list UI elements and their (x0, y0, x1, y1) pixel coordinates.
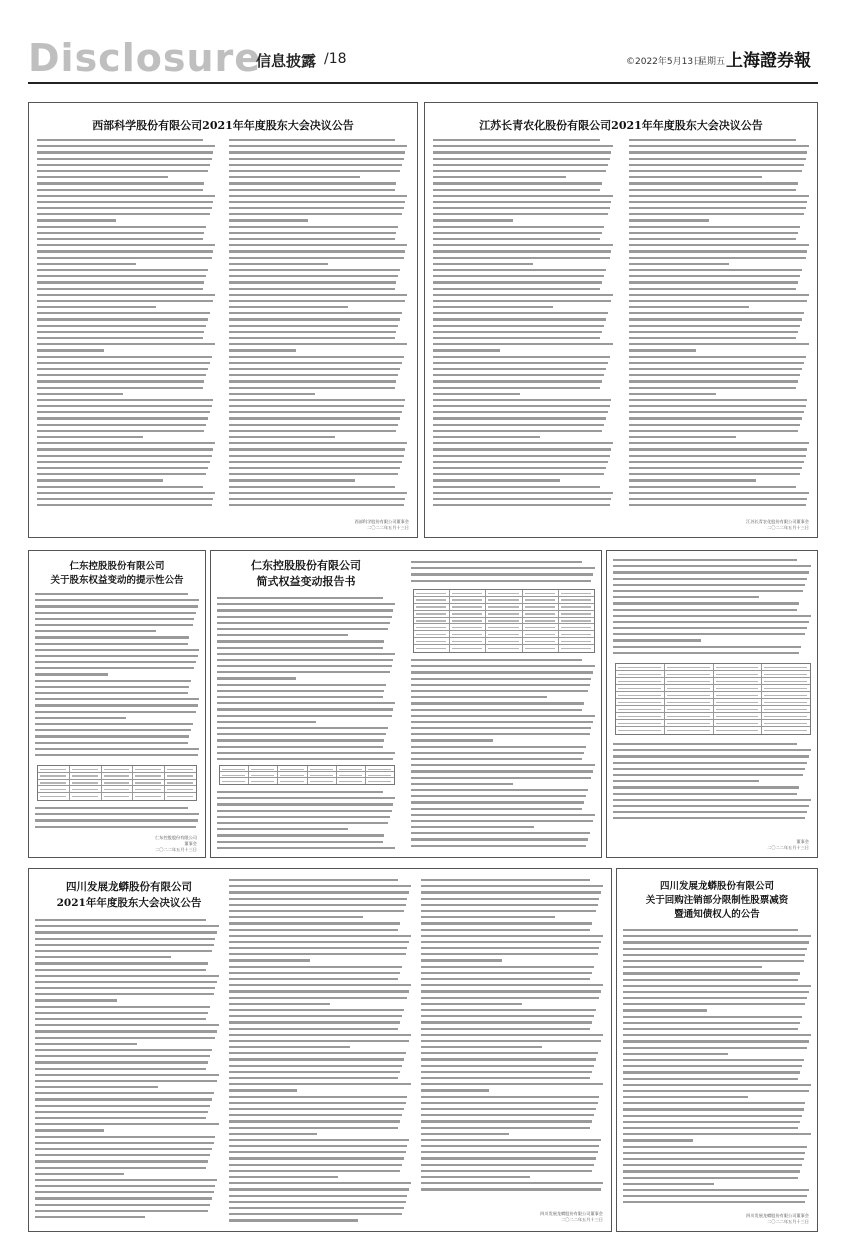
text-line (623, 1199, 813, 1205)
table-cell (366, 766, 394, 771)
table-cell (486, 638, 522, 644)
notice-signoff: 西部科学股份有限公司董事会 二〇二二年五月十三日 (354, 519, 409, 530)
table-cell (616, 720, 665, 726)
notice-right-column (606, 550, 818, 858)
table-cell (220, 766, 249, 771)
notice-body-lower (35, 805, 201, 831)
table-cell (414, 624, 450, 630)
notice-title-line1: 四川发展龙蟒股份有限公司 (659, 881, 774, 892)
table-cell (616, 671, 665, 677)
table-cell (714, 713, 763, 719)
notice-body-top (613, 557, 813, 657)
table-cell (523, 611, 559, 617)
text-line (37, 502, 217, 508)
table-cell (762, 706, 810, 712)
table-cell (559, 611, 594, 617)
table-cell (38, 786, 70, 792)
table-cell (450, 618, 486, 624)
notice-title: 西部科学股份有限公司2021年年度股东大会决议公告 (92, 119, 354, 132)
table-cell (337, 766, 366, 771)
table-cell (414, 597, 450, 603)
table-row (414, 597, 594, 604)
notice-title-line2: 关于回购注销部分限制性股票减资 (645, 895, 789, 906)
table-cell (714, 671, 763, 677)
table-cell (665, 713, 714, 719)
table-row (616, 706, 810, 713)
table-cell (486, 597, 522, 603)
table-cell (165, 786, 196, 792)
table-cell (762, 685, 810, 691)
issue-weekday: 星期五 (698, 57, 726, 67)
table-cell (559, 604, 594, 610)
section-title: 信息披露 (256, 52, 317, 70)
table-cell (337, 772, 366, 777)
table-cell (486, 645, 522, 652)
table-cell (665, 685, 714, 691)
table-cell (559, 597, 594, 603)
table-cell (278, 778, 307, 784)
table-row (414, 631, 594, 638)
table-cell (523, 604, 559, 610)
notice-sichuan-meeting (28, 868, 612, 1232)
table-row (414, 624, 594, 631)
notice-body (35, 591, 201, 761)
table-cell (38, 793, 70, 800)
table-cell (70, 793, 102, 800)
table-cell (450, 645, 486, 652)
table-cell (165, 780, 196, 786)
masthead-word: Disclosure (28, 36, 262, 80)
notice-body-col2 (229, 877, 413, 1225)
page-number: /18 (324, 51, 347, 67)
notice-body-left (433, 137, 615, 517)
table-row (38, 786, 196, 793)
table-cell (249, 772, 278, 777)
notice-body-left (37, 137, 217, 517)
table-cell (450, 624, 486, 630)
transfer-table (219, 765, 395, 785)
table-cell (414, 611, 450, 617)
notice-title-line2: 2021年年度股东大会决议公告 (56, 897, 202, 909)
table-cell (665, 706, 714, 712)
text-line (229, 1217, 413, 1223)
notice-signoff: 董事会 二〇二二年五月十三日 (767, 839, 809, 850)
table-cell (559, 645, 594, 652)
table-cell (714, 706, 763, 712)
table-cell (220, 778, 249, 784)
table-row (38, 780, 196, 787)
table-cell (165, 766, 196, 772)
table-row (414, 611, 594, 618)
report-body-left (217, 595, 397, 765)
table-row (616, 699, 810, 706)
table-cell (714, 699, 763, 705)
text-line (411, 578, 597, 584)
notice-signoff: 仁东控股股份有限公司 董事会 二〇二二年五月十三日 (155, 835, 197, 852)
table-cell (70, 786, 102, 792)
table-cell (414, 618, 450, 624)
table-cell (414, 631, 450, 637)
table-cell (523, 638, 559, 644)
table-cell (450, 611, 486, 617)
table-row (616, 685, 810, 692)
table-cell (308, 772, 337, 777)
table-row (38, 773, 196, 780)
report-title-line2: 简式权益变动报告书 (256, 575, 356, 588)
table-cell (133, 773, 165, 779)
table-cell (450, 597, 486, 603)
table-cell (308, 778, 337, 784)
notice-rendong-tip (28, 550, 206, 858)
table-cell (762, 664, 810, 670)
table-cell (762, 699, 810, 705)
table-row (38, 793, 196, 800)
table-cell (38, 780, 70, 786)
table-cell (165, 773, 196, 779)
table-cell (249, 766, 278, 771)
table-cell (559, 618, 594, 624)
table-cell (414, 645, 450, 652)
table-cell (523, 631, 559, 637)
notice-body-right (229, 137, 409, 517)
table-cell (450, 604, 486, 610)
report-body-right (411, 657, 597, 853)
table-cell (486, 631, 522, 637)
table-cell (133, 766, 165, 772)
table-cell (714, 664, 763, 670)
notice-title-line1: 仁东控股股份有限公司 (69, 561, 165, 572)
table-row (414, 590, 594, 597)
table-cell (762, 713, 810, 719)
report-title-line1: 仁东控股股份有限公司 (251, 559, 361, 572)
table-cell (523, 645, 559, 652)
notice-jiangsu-meeting (424, 102, 818, 538)
notice-body-col3 (421, 877, 605, 1197)
report-body-left-lower (217, 789, 397, 853)
table-cell (616, 713, 665, 719)
notice-body-right (629, 137, 811, 517)
table-cell (665, 692, 714, 698)
table-row (414, 638, 594, 645)
table-cell (102, 780, 134, 786)
table-cell (559, 624, 594, 630)
table-cell (249, 778, 278, 784)
table-cell (616, 678, 665, 684)
table-row (414, 645, 594, 652)
table-row (414, 604, 594, 611)
text-line (613, 650, 813, 656)
text-line (35, 752, 201, 758)
notice-body-col1 (35, 917, 221, 1225)
table-cell (133, 780, 165, 786)
table-cell (308, 766, 337, 771)
table-cell (714, 720, 763, 726)
table-cell (523, 618, 559, 624)
report-body-right-top (411, 559, 597, 585)
notice-signoff: 四川发展龙蟒股份有限公司董事会 二〇二二年五月十三日 (540, 1211, 603, 1222)
text-line (217, 845, 397, 851)
shareholding-table (37, 765, 197, 801)
notice-title: 江苏长青农化股份有限公司2021年年度股东大会决议公告 (479, 119, 763, 132)
table-cell (616, 664, 665, 670)
table-cell (762, 727, 810, 734)
table-cell (486, 624, 522, 630)
table-cell (523, 597, 559, 603)
table-cell (102, 786, 134, 792)
table-cell (616, 706, 665, 712)
table-cell (450, 590, 486, 596)
text-line (229, 502, 409, 508)
table-cell (559, 631, 594, 637)
table-cell (616, 692, 665, 698)
table-row (616, 671, 810, 678)
text-line (411, 843, 597, 849)
table-cell (70, 773, 102, 779)
text-line (421, 1186, 605, 1192)
table-cell (133, 793, 165, 800)
table-cell (665, 671, 714, 677)
table-cell (714, 678, 763, 684)
masthead (28, 38, 818, 80)
table-cell (762, 671, 810, 677)
table-cell (762, 678, 810, 684)
table-cell (220, 772, 249, 777)
table-cell (665, 664, 714, 670)
vote-table (615, 663, 811, 735)
masthead-rule (28, 82, 818, 84)
table-cell (70, 766, 102, 772)
table-cell (337, 778, 366, 784)
notice-signoff: 四川发展龙蟒股份有限公司董事会 二〇二二年五月十三日 (746, 1213, 809, 1224)
table-cell (102, 773, 134, 779)
newspaper-name: 上海證券報 (726, 51, 811, 71)
table-cell (414, 638, 450, 644)
table-row (220, 778, 394, 784)
table-cell (559, 638, 594, 644)
table-cell (366, 778, 394, 784)
notice-rendong-report (210, 550, 602, 858)
table-cell (762, 692, 810, 698)
notice-body-bottom (613, 741, 813, 827)
table-cell (714, 727, 763, 734)
table-cell (665, 678, 714, 684)
table-cell (616, 699, 665, 705)
table-row (616, 664, 810, 671)
text-line (433, 502, 615, 508)
table-cell (559, 590, 594, 596)
equity-change-table (413, 589, 595, 653)
table-cell (486, 590, 522, 596)
table-cell (414, 604, 450, 610)
notice-xibu-meeting (28, 102, 418, 538)
text-line (217, 756, 397, 762)
table-cell (665, 727, 714, 734)
table-cell (523, 590, 559, 596)
table-cell (133, 786, 165, 792)
table-row (414, 618, 594, 625)
table-cell (70, 780, 102, 786)
notice-title-line3: 暨通知债权人的公告 (674, 909, 760, 920)
notice-sichuan-buyback (616, 868, 818, 1232)
table-cell (714, 685, 763, 691)
table-cell (523, 624, 559, 630)
table-cell (38, 773, 70, 779)
table-cell (714, 692, 763, 698)
table-row (616, 713, 810, 720)
table-cell (486, 618, 522, 624)
table-cell (38, 766, 70, 772)
notice-title-line2: 关于股东权益变动的提示性公告 (50, 575, 184, 586)
table-cell (450, 631, 486, 637)
table-cell (102, 766, 134, 772)
text-line (613, 815, 813, 821)
table-row (616, 720, 810, 727)
table-cell (102, 793, 134, 800)
text-line (35, 824, 201, 830)
table-cell (165, 793, 196, 800)
table-cell (665, 720, 714, 726)
table-cell (366, 772, 394, 777)
table-row (616, 692, 810, 699)
table-row (38, 766, 196, 773)
table-cell (486, 604, 522, 610)
table-row (616, 727, 810, 734)
table-cell (278, 772, 307, 777)
notice-body (623, 927, 813, 1211)
issue-date: ©2022年5月13日 (626, 57, 703, 67)
table-cell (616, 727, 665, 734)
notice-signoff: 江苏长青农化股份有限公司董事会 二〇二二年五月十三日 (746, 519, 809, 530)
table-row (616, 678, 810, 685)
table-cell (486, 611, 522, 617)
notice-title-line1: 四川发展龙蟒股份有限公司 (66, 881, 192, 893)
table-cell (450, 638, 486, 644)
text-line (629, 502, 811, 508)
table-cell (414, 590, 450, 596)
table-cell (616, 685, 665, 691)
table-cell (278, 766, 307, 771)
table-cell (665, 699, 714, 705)
table-cell (762, 720, 810, 726)
text-line (35, 1214, 221, 1220)
